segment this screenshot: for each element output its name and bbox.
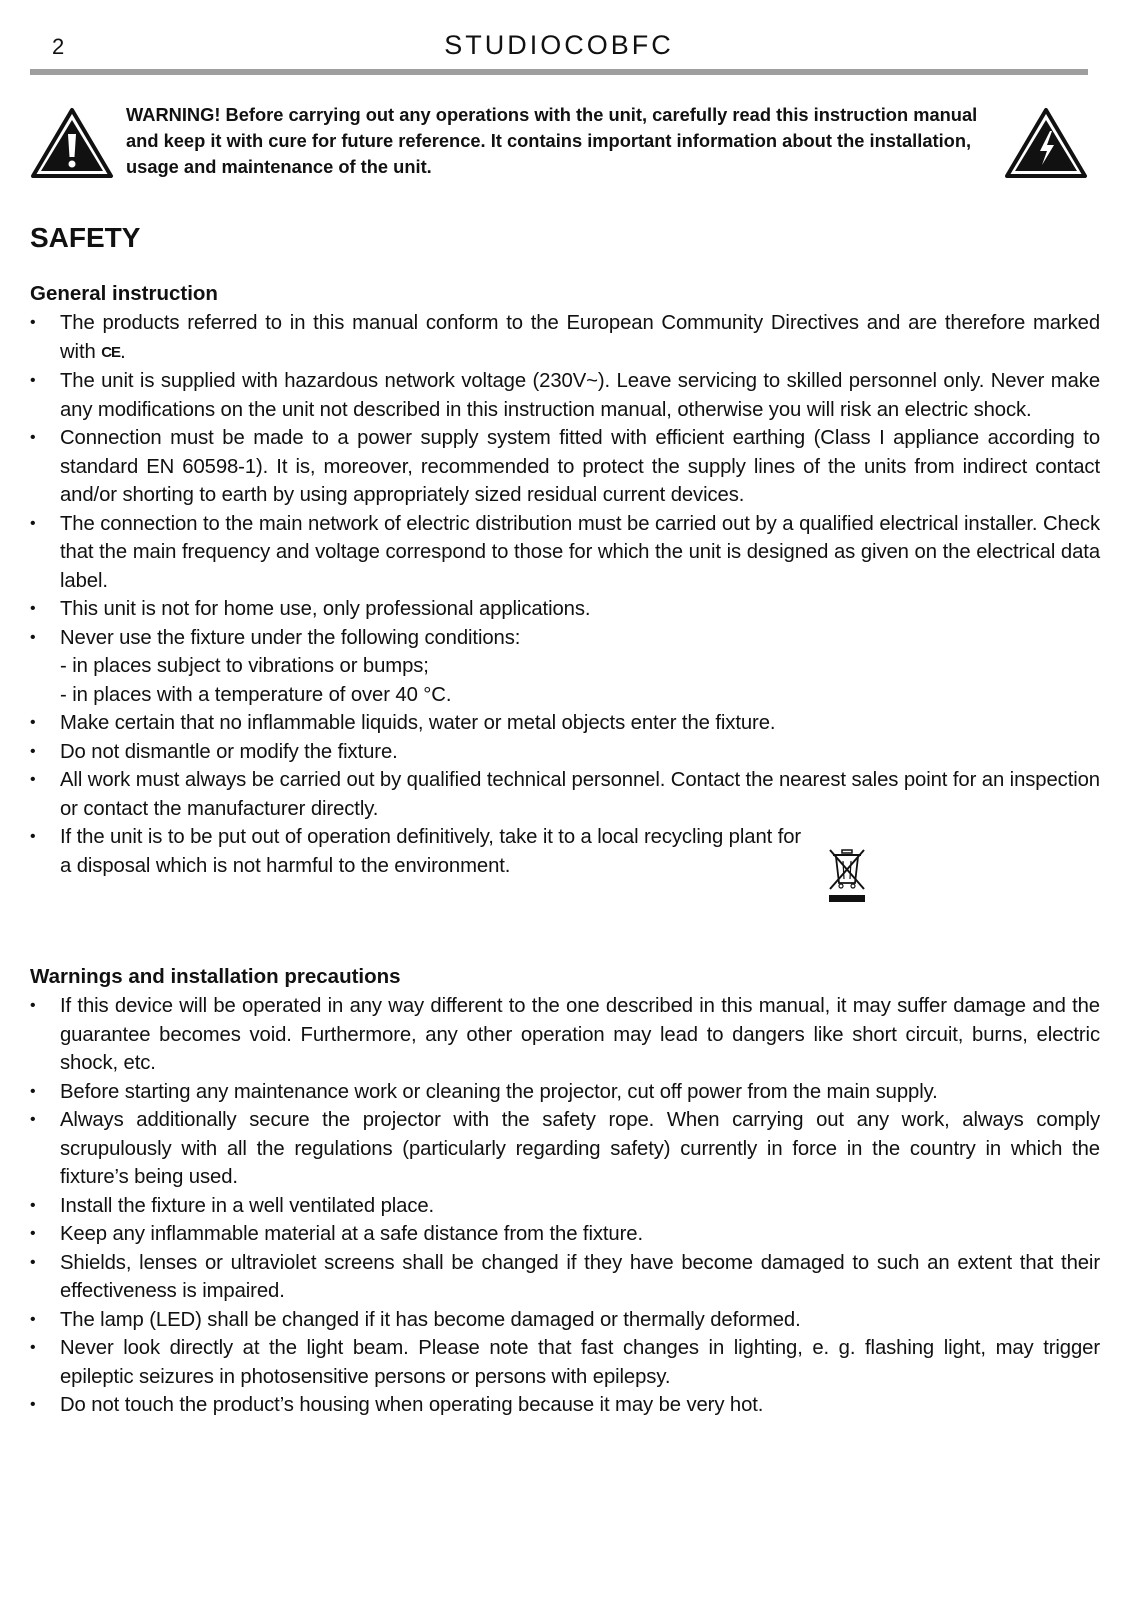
list-item: • Shields, lenses or ultraviolet screens shall be changed if they have become damaged to such an extent that their effectiveness is impaired. — [30, 1249, 1100, 1306]
list-item: • If this device will be operated in any way different to the one described in this manual, it may suffer damage and the guarantee becomes void. Furthermore, any other operation may lead to dangers like short circuit, burns, electric shock, etc. — [30, 992, 1100, 1078]
page-header — [30, 30, 1088, 78]
list-item: • This unit is not for home use, only professional applications. — [30, 595, 1100, 624]
list-item: • All work must always be carried out by qualified technical personnel. Contact the nearest sales point for an inspection or contact the manufacturer directly. — [30, 766, 1100, 823]
header-divider — [30, 69, 1088, 75]
list-item: • Before starting any maintenance work or cleaning the projector, cut off power from the main supply. — [30, 1078, 1100, 1107]
list-item: • Always additionally secure the projector with the safety rope. When carrying out any work, always comply scrupulously with all the regulations (particularly regarding safety) currently in force in the country in which the fixture’s being used. — [30, 1106, 1100, 1192]
list-item: • If the unit is to be put out of operation definitively, take it to a local recycling plant for a disposal which is not harmful to the environment. — [30, 823, 1100, 880]
weee-crossed-bin-icon — [827, 847, 867, 905]
page-number: 2 — [52, 34, 65, 59]
list-item: • Connection must be made to a power supply system fitted with efficient earthing (Class I appliance according to standard EN 60598-1). It is, moreover, recommended to protect the supply lines of the units from indirect contact and/or shorting to earth by using appropriately sized residual current devices. — [30, 424, 1100, 510]
list-item: • Never use the fixture under the following conditions: - in places subject to vibrations or bumps; - in places with a temperature of over 40 °C. — [30, 624, 1100, 710]
list-item: • The unit is supplied with hazardous network voltage (230V~). Leave servicing to skilled personnel only. Never make any modifications on the unit not described in this instruction manual, otherwise you will risk an electric shock. — [30, 367, 1100, 424]
list-item: • Keep any inflammable material at a safe distance from the fixture. — [30, 1220, 1100, 1249]
general-instruction-heading: General instruction — [30, 282, 218, 305]
section-title: SAFETY — [30, 222, 141, 253]
general-instruction-list — [30, 309, 1100, 880]
sub-condition: - in places with a temperature of over 40 °C. — [60, 683, 452, 706]
list-item: • Do not touch the product’s housing when operating because it may be very hot. — [30, 1391, 1100, 1420]
document-title: STUDIOCOBFC — [444, 30, 674, 60]
ce-mark: CE — [101, 343, 121, 361]
warning-text: WARNING! Before carrying out any operations with the unit, carefully read this instruction manual and keep it with cure for future reference. It contains important information about the installation, usage and maintenance of the unit. — [126, 104, 978, 177]
list-item: • Install the fixture in a well ventilated place. — [30, 1192, 1100, 1221]
list-item: • Make certain that no inflammable liquids, water or metal objects enter the fixture. — [30, 709, 1100, 738]
exclamation-warning-icon — [30, 107, 114, 179]
electric-hazard-icon — [1004, 107, 1088, 179]
sub-condition: - in places subject to vibrations or bumps; — [60, 655, 429, 677]
warnings-precautions-list — [30, 992, 1100, 1420]
list-item: • The lamp (LED) shall be changed if it has become damaged or thermally deformed. — [30, 1306, 1100, 1335]
list-item: • The products referred to in this manual conform to the European Community Directives and are therefore marked with CE. — [30, 309, 1100, 367]
warning-notice — [30, 102, 1088, 182]
list-item: • Do not dismantle or modify the fixture. — [30, 738, 1100, 767]
list-item: • The connection to the main network of electric distribution must be carried out by a qualified electrical installer. Check that the main frequency and voltage correspond to those for which the unit is designed as given on the electrical data label. — [30, 510, 1100, 596]
warnings-precautions-heading: Warnings and installation precautions — [30, 965, 401, 988]
list-item: • Never look directly at the light beam. Please note that fast changes in lighting, e. g. flashing light, may trigger epileptic seizures in photosensitive persons or persons with epilepsy. — [30, 1334, 1100, 1391]
